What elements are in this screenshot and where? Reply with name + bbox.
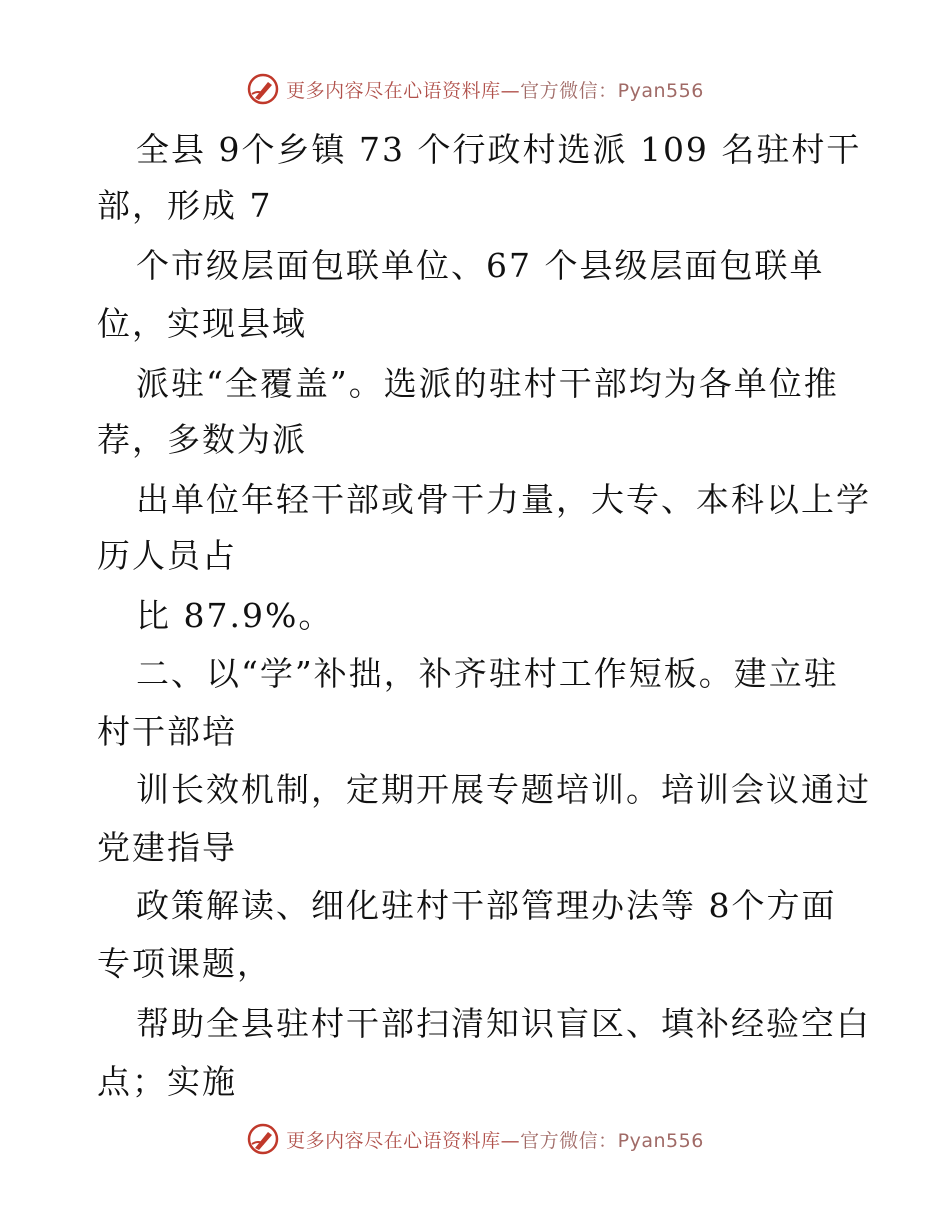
text-line: 个市级层面包联单位、67 个县级层面包联单 [136, 246, 825, 285]
pen-logo-icon [246, 1122, 280, 1156]
text-line: 位，实现县域 [97, 304, 307, 343]
text-line: 历人员占 [97, 536, 237, 575]
text-line: 二、以“学”补拙，补齐驻村工作短板。建立驻 [136, 654, 839, 693]
text-line: 训长效机制，定期开展专题培训。培训会议通过 [136, 770, 871, 809]
text-line: 部，形成 7 [97, 186, 273, 225]
text-line: 帮助全县驻村干部扫清知识盲区、填补经验空白 [136, 1004, 871, 1043]
watermark-text: 更多内容尽在心语资料库—官方微信：Pyan556 [286, 79, 704, 102]
text-line: 派驻“全覆盖”。选派的驻村干部均为各单位推 [136, 364, 839, 403]
text-line: 全县 9个乡镇 73 个行政村选派 109 名驻村干 [136, 130, 862, 169]
text-line: 政策解读、细化驻村干部管理办法等 8个方面 [136, 886, 837, 925]
text-line: 专项课题， [97, 944, 272, 983]
pen-logo-icon [246, 72, 280, 106]
footer-watermark [0, 1122, 950, 1156]
text-line: 党建指导 [97, 828, 237, 867]
text-line: 比 87.9%。 [136, 596, 334, 635]
text-line: 点；实施 [97, 1062, 237, 1101]
text-line: 荐，多数为派 [97, 420, 307, 459]
text-line: 村干部培 [97, 712, 237, 751]
watermark-text: 更多内容尽在心语资料库—官方微信：Pyan556 [286, 1129, 704, 1152]
text-line: 出单位年轻干部或骨干力量，大专、本科以上学 [136, 480, 871, 519]
header-watermark [0, 72, 950, 106]
